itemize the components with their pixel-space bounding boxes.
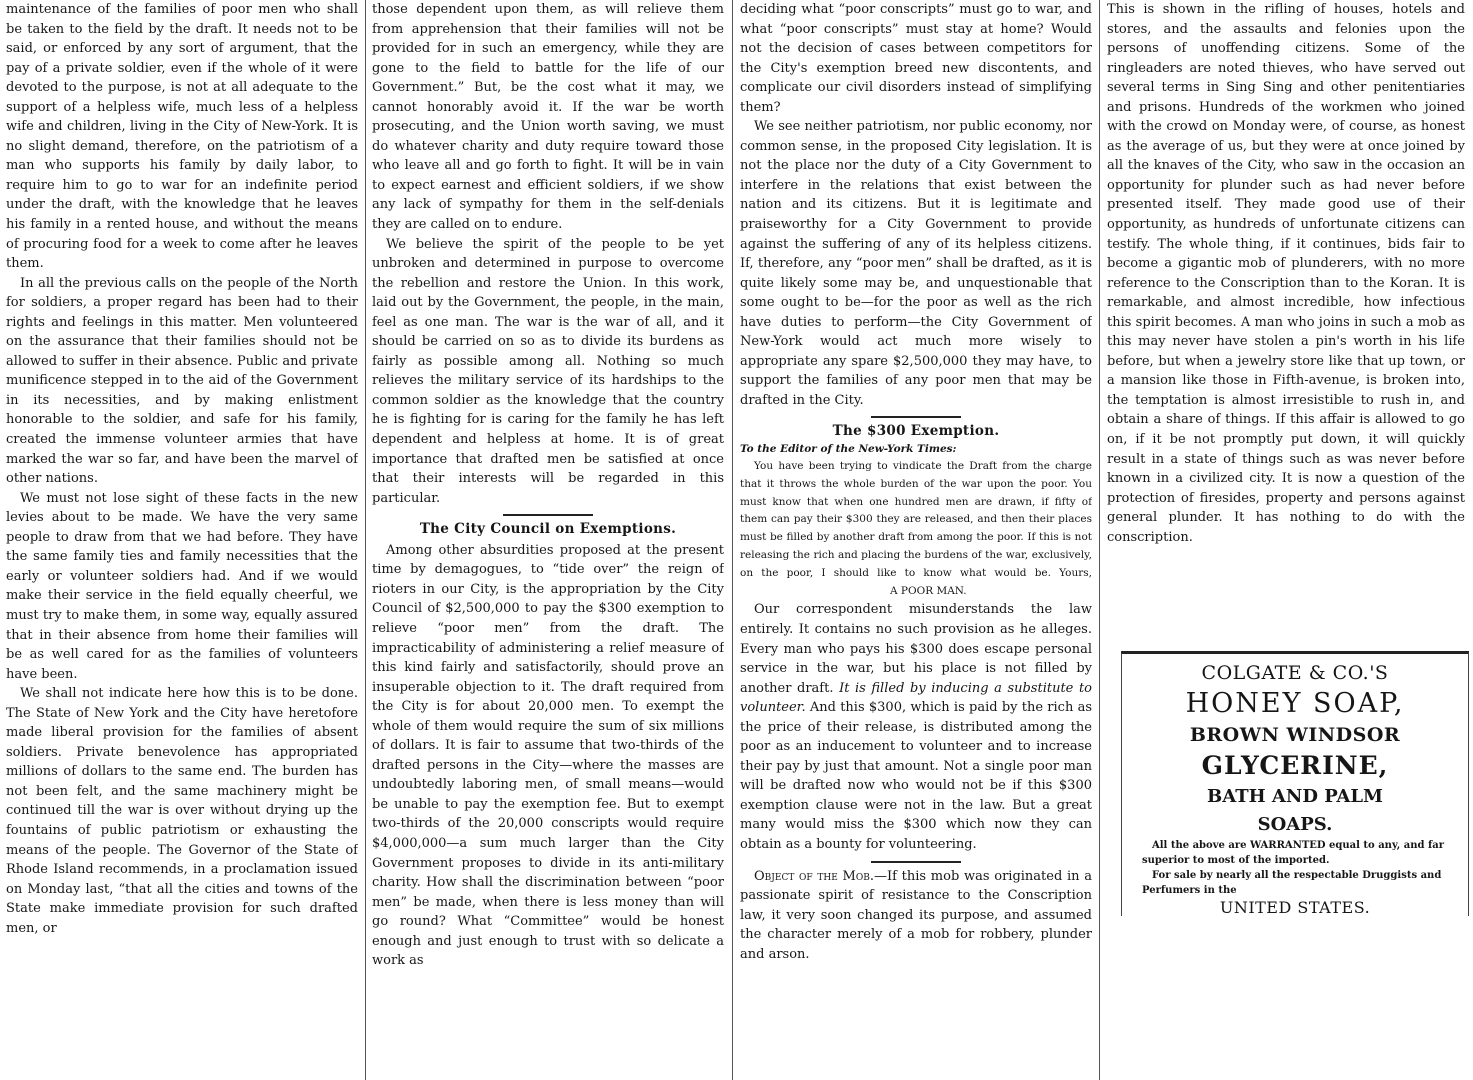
column-1 — [6, 0, 358, 1080]
ad-product: GLYCERINE, — [1201, 751, 1389, 780]
mob-heading: Object of the Mob. — [754, 868, 874, 884]
letter-text: You have been trying to vindicate the Draft from the charge that it throws the whole burden of the war upon the poor. You must know that when one hundred men are drawn, if fifty of them can pay their $300 they are released, and then their places must be filled by another draft from among the poor. If this is not releasing the rich and placing the burdens of the war, exclusively, on the poor, I should like to know what would be. Yours, — [740, 460, 1092, 579]
article-heading: The City Council on Exemptions. — [419, 521, 677, 538]
ad-company: COLGATE & CO.'S — [1201, 662, 1389, 684]
letter-salutation: To the Editor of the New-York Times: — [740, 443, 957, 456]
ad-fine-print: For sale by nearly all the respectable Druggists and Perfumers in the — [1142, 870, 1442, 896]
soap-advertisement — [1121, 651, 1469, 916]
column-2 — [372, 0, 724, 1080]
article-paragraph: deciding what “poor conscripts” must go to war, and what “poor conscripts” must stay at home? Would not the decision of cases between competitors for the City's exemption breed new discontents, and complicate our civil disorders instead of simplifying them? — [740, 2, 1092, 115]
section-divider — [503, 514, 593, 516]
reply-text: Our correspondent misunderstands the law entirely. It contains no such provision as he alleges. Every man who pays his $300 does escape personal service in the war, but his place is not filled by another draft. — [740, 602, 1092, 696]
reply-text: And this $300, which is paid by the rich as the price of their release, is distributed among the poor as an inducement to volunteer and to increase their pay by just that amount. Not a single poor man will be drafted now who would not be if this $300 exemption clause were not in the law. But a great many would miss the $300 which now they can obtain as a bounty for volunteering. — [740, 700, 1092, 852]
column-4 — [1107, 0, 1465, 640]
letter-body — [740, 458, 1092, 600]
article-paragraph: This is shown in the rifling of houses, hotels and stores, and the assaults and felonies upon the persons of unoffending citizens. Some of the ringleaders are noted thieves, who have served out several terms in Sing Sing and other penitentiaries and prisons. Hundreds of the workmen who joined with the crowd on Monday were, of course, as honest as the average of us, but they were at once joined by all the knaves of the City, who saw in the occasion an opportunity for plunder such as had never before presented itself. They made good use of their opportunity, as hundreds of unfortunate citizens can testify. The whole thing, if it continues, bids fair to become a gigantic mob of plunderers, with no more reference to the Conscription than to the Koran. It is remarkable, and almost incredible, how infectious this spirit becomes. A man who joins in such a mob as this may never have stolen a pin's worth in his life before, but when a jewelry store like that up town, or a mansion like those in Fifth-avenue, is broken into, the temptation is almost irresistible to rush in, and obtain a share of things. If this affair is allowed to go on, if it be not promptly put down, it will quickly result in a state of things such as was never before known in a civilized city. It is now a question of the protection of firesides, property and persons against general plunder. It has nothing to do with the conscription. — [1107, 2, 1465, 545]
mob-text: —If this mob was originated in a passionate spirit of resistance to the Conscription law, it very soon changed its purpose, and assumed the character merely of a mob for robbery, plunder and arson. — [740, 868, 1092, 962]
article-paragraph: We see neither patriotism, nor public economy, nor common sense, in the proposed City legislation. It is not the place nor the duty of a City Government to interfere in the relations that exist between the nation and its citizens. But it is legitimate and praiseworthy for a City Government to provide against the suffering of any of its helpless citizens. If, therefore, any “poor men” shall be drafted, as it is quite likely some may be, and unquestionable that some ought to be—for the poor as well as the rich have duties to perform—the City Government of New-York would act much more wisely to appropriate any spare $2,500,000 they may have, to support the families of any poor men that may be drafted in the City. — [740, 119, 1092, 408]
column-rule — [365, 0, 366, 1080]
ad-footer: UNITED STATES. — [1219, 898, 1371, 917]
letter-signature: A POOR MAN. — [890, 584, 967, 597]
article-paragraph: maintenance of the families of poor men who shall be taken to the field by the draft. It needs not to be said, or enforced by any sort of argument, that the pay of a private soldier, even if the whole of it were devoted to the purpose, is not at all adequate to the support of a helpless wife, much less of a helpless wife and children, living in the City of New-York. It is no slight demand, therefore, on the patriotism of a man who supports his family by daily labor, to require him to go to war for an indefinite period under the draft, with the knowledge that he leaves his family in a rented house, and without the means of procuring food for a week to come after he leaves them. — [6, 2, 358, 272]
ad-product: BROWN WINDSOR — [1189, 724, 1401, 746]
article-paragraph — [740, 867, 1092, 965]
article-paragraph: those dependent upon them, as will relieve them from apprehension that their families will not be provided for in such an emergency, while they are gone to the field to battle for the life of our Government.” But, be the cost what it may, we cannot honorably avoid it. If the war be worth prosecuting, and the Union worth saving, we must do whatever charity and duty require toward those who leave all and go forth to fight. It will be in vain to expect earnest and efficient soldiers, if we show any lack of sympathy for them in the self-denials they are called on to endure. — [372, 2, 724, 233]
ad-product: HONEY SOAP, — [1185, 688, 1405, 719]
article-paragraph: Among other absurdities proposed at the present time by demagogues, to “tide over” the reign of rioters in our City, is the appropriation by the City Council of $2,500,000 to pay the $300 exemption to relieve “poor men” from the draft. The impracticability of administering a relief measure of this kind fairly and satisfactorily, should prove an insuperable objection to it. The draft required from the City is for about 20,000 men. To exempt the whole of them would require the sum of six millions of dollars. It is fair to assume that two-thirds of the drafted persons in the City—where the masses are undoubtedly laboring men, of small means—would be unable to pay the exemption fee. But to exempt two-thirds of the 20,000 conscripts would require $4,000,000—a sum much larger than the City Government proposes to divide in its anti-military charity. How shall the discrimination between “poor men” be made, when there is less money than will go round? What “Committee” would be honest enough and just enough to trust with so delicate a work as — [372, 542, 724, 969]
section-divider — [871, 861, 961, 863]
article-paragraph: We must not lose sight of these facts in the new levies about to be made. We have the very same people to draw from that we had before. They have the same family ties and family necessities that the early or volunteer soldiers had. And if we would make their service in the field equally cheerful, we must try to make them, in some way, equally assured that in their absence from home their families will be as well cared for as the families of volunteers have been. — [6, 490, 358, 682]
column-3 — [740, 0, 1092, 1080]
column-rule — [732, 0, 733, 1080]
article-paragraph — [740, 600, 1092, 854]
column-rule — [1099, 0, 1100, 1080]
article-heading: The $300 Exemption. — [832, 423, 1000, 440]
ad-fine-print: All the above are WARRANTED equal to any, and far superior to most of the imported. — [1142, 840, 1445, 866]
section-divider — [871, 416, 961, 418]
reply-italic: It is filled by inducing a substitute to volunteer. — [740, 680, 1092, 716]
article-paragraph: We shall not indicate here how this is to be done. The State of New York and the City have heretofore made liberal provision for the families of absent soldiers. Private benevolence has appropriated millions of dollars to the same end. The burden has not been felt, and the same machinery might be continued till the war is over without drying up the fountains of public patriotism or exhausting the means of the people. The Governor of the State of Rhode Island recommends, in a proclamation issued on Monday last, “that all the cities and towns of the State make immediate provision for such drafted men, or — [6, 686, 358, 936]
ad-product: SOAPS. — [1257, 814, 1333, 835]
ad-product: BATH AND PALM — [1207, 786, 1383, 807]
article-paragraph: In all the previous calls on the people of the North for soldiers, a proper regard has been had to their rights and feelings in this matter. Men volunteered on the assurance that their families should not be allowed to suffer in their absence. Public and private munificence stepped in to the aid of the Government in its necessities, and by making enlistment honorable to the soldier, and safe for his family, created the immense volunteer armies that have marked the war so far, and have been the marvel of other nations. — [6, 275, 358, 487]
article-paragraph: We believe the spirit of the people to be yet unbroken and determined in purpose to overcome the rebellion and restore the Union. In this work, laid out by the Government, the people, in the main, feel as one man. The war is the war of all, and it should be carried on so as to divide its burdens as fairly as possible among all. Nothing so much relieves the military service of its hardships to the common soldier as the knowledge that the country he is fighting for is caring for the family he has left dependent and helpless at home. It is of great importance that drafted men be satisfied at once that their interests will be regarded in this particular. — [372, 236, 724, 506]
